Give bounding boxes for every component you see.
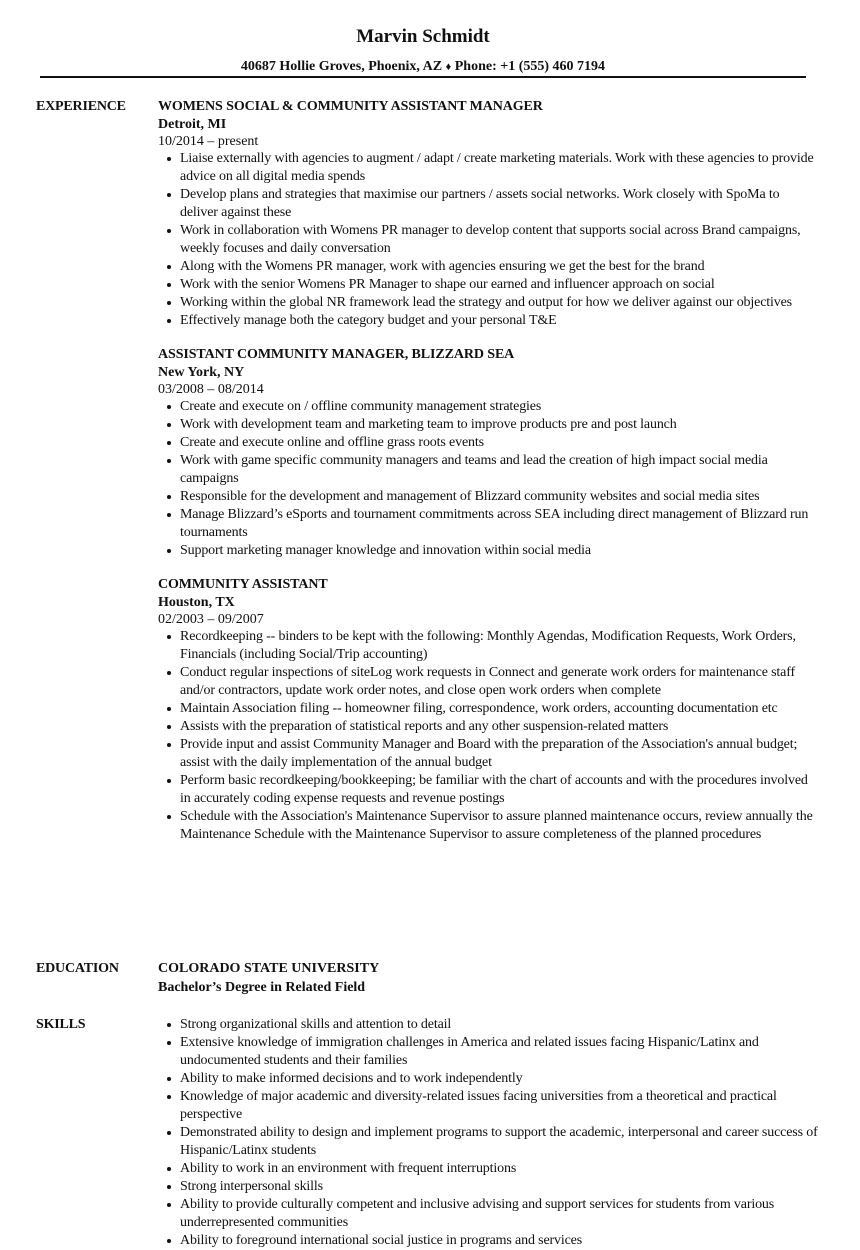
bullet-text: Effectively manage both the category budget and your personal T&E [180, 313, 557, 328]
skills-list [158, 1016, 818, 1250]
list-item [158, 258, 818, 276]
list-item [158, 772, 818, 808]
bullet-text: Create and execute on / offline community management strategies [180, 399, 542, 414]
job-title: WOMENS SOCIAL & COMMUNITY ASSISTANT MANAGER [158, 99, 543, 114]
bullet-icon [167, 779, 171, 783]
bullet-icon [167, 265, 171, 269]
bullet-text: Knowledge of major academic and diversity-related issues facing universities from a theoretical and practical perspective [180, 1089, 777, 1122]
bullet-icon [167, 725, 171, 729]
bullet-text: Responsible for the development and management of Blizzard community websites and social media sites [180, 489, 760, 504]
bullet-icon [167, 635, 171, 639]
bullet-icon [167, 405, 171, 409]
list-item [158, 506, 818, 542]
bullet-icon [167, 495, 171, 499]
bullet-text: Ability to foreground international social justice in programs and services [180, 1233, 583, 1248]
list-item [158, 1160, 818, 1178]
bullet-icon [167, 301, 171, 305]
education-degree: Bachelor’s Degree in Related Field [158, 980, 366, 995]
job-location: Houston, TX [158, 595, 235, 610]
bullet-icon [167, 157, 171, 161]
list-item [158, 1070, 818, 1088]
address: 40687 Hollie Groves, Phoenix, AZ [240, 59, 443, 74]
bullet-text: Strong organizational skills and attention to detail [180, 1017, 452, 1032]
bullet-text: Assists with the preparation of statistical reports and any other suspension-related matters [180, 719, 669, 734]
bullet-text: Perform basic recordkeeping/bookkeeping; be familiar with the chart of accounts and with the procedures involved in accurately coding expense requests and revenue postings [180, 773, 808, 806]
bullet-text: Along with the Womens PR manager, work with agencies ensuring we get the best for the brand [180, 259, 705, 274]
header-divider [40, 76, 806, 78]
bullet-text: Create and execute online and offline grass roots events [180, 435, 484, 450]
list-item [158, 150, 818, 186]
job-entry [158, 576, 818, 844]
list-item [158, 398, 818, 416]
bullet-text: Work with the senior Womens PR Manager to shape our earned and influencer approach on social [180, 277, 715, 292]
bullet-icon [167, 319, 171, 323]
bullet-icon [167, 1095, 171, 1099]
bullet-icon [167, 1185, 171, 1189]
job-dates: 02/2003 – 09/2007 [158, 612, 264, 627]
job-dates: 03/2008 – 08/2014 [158, 382, 264, 397]
list-item [158, 628, 818, 664]
bullet-icon [167, 1131, 171, 1135]
bullet-text: Conduct regular inspections of siteLog work requests in Connect and generate work orders for maintenance staff and/or contractors, update work order notes, and close open work orders when complete [180, 665, 795, 698]
diamond-separator-icon: ♦ [445, 61, 452, 73]
bullet-icon [167, 459, 171, 463]
bullet-text: Working within the global NR framework lead the strategy and output for how we deliver against our objectives [180, 295, 792, 310]
bullet-icon [167, 707, 171, 711]
bullet-text: Work with development team and marketing team to improve products pre and post launch [180, 417, 677, 432]
bullet-icon [167, 549, 171, 553]
list-item [158, 542, 818, 560]
bullet-icon [167, 1041, 171, 1045]
job-title: ASSISTANT COMMUNITY MANAGER, BLIZZARD SEA [158, 347, 515, 362]
job-bullets [158, 150, 818, 330]
education-body [158, 960, 818, 998]
bullet-text: Ability to work in an environment with frequent interruptions [180, 1161, 517, 1176]
job-location: Detroit, MI [158, 117, 227, 132]
job-entry [158, 346, 818, 560]
bullet-icon [167, 229, 171, 233]
bullet-text: Liaise externally with agencies to augment / adapt / create marketing materials. Work with these agencies to provide advice on all digital media spends [180, 151, 814, 184]
bullet-text: Extensive knowledge of immigration challenges in America and related issues facing Hispanic/Latinx and undocumented students and their families [180, 1035, 759, 1068]
section-label-experience: EXPERIENCE [36, 99, 126, 114]
bullet-text: Work in collaboration with Womens PR manager to develop content that supports social across Brand campaigns, weekly focuses and daily conversation [180, 223, 801, 256]
bullet-icon [167, 1077, 171, 1081]
bullet-icon [167, 423, 171, 427]
bullet-text: Provide input and assist Community Manager and Board with the preparation of the Association's annual budget; assist with the daily implementation of the annual budget [180, 737, 798, 770]
list-item [158, 1232, 818, 1250]
bullet-icon [167, 283, 171, 287]
list-item [158, 1178, 818, 1196]
job-title: COMMUNITY ASSISTANT [158, 577, 328, 592]
bullet-icon [167, 193, 171, 197]
bullet-icon [167, 1023, 171, 1027]
list-item [158, 222, 818, 258]
job-entry [158, 98, 818, 330]
bullet-icon [167, 1203, 171, 1207]
list-item [158, 186, 818, 222]
bullet-text: Ability to provide culturally competent and inclusive advising and support services for students from various underrepresented communities [180, 1197, 775, 1230]
list-item [158, 1016, 818, 1034]
phone: Phone: +1 (555) 460 7194 [454, 59, 606, 74]
contact-line [0, 58, 846, 76]
bullet-icon [167, 441, 171, 445]
bullet-icon [167, 1167, 171, 1171]
job-bullets [158, 628, 818, 844]
bullet-text: Recordkeeping -- binders to be kept with the following: Monthly Agendas, Modification Requests, Work Orders, Financials (including Social/Trip accounting) [180, 629, 796, 662]
bullet-text: Support marketing manager knowledge and innovation within social media [180, 543, 591, 558]
bullet-icon [167, 815, 171, 819]
education-school: COLORADO STATE UNIVERSITY [158, 961, 380, 976]
list-item [158, 1124, 818, 1160]
list-item [158, 294, 818, 312]
bullet-icon [167, 513, 171, 517]
list-item [158, 416, 818, 434]
bullet-text: Maintain Association filing -- homeowner filing, correspondence, work orders, accounting documentation etc [180, 701, 778, 716]
list-item [158, 312, 818, 330]
skills-body [158, 1016, 818, 1250]
job-dates: 10/2014 – present [158, 134, 259, 149]
list-item [158, 808, 818, 844]
bullet-text: Manage Blizzard’s eSports and tournament commitments across SEA including direct management of Blizzard run tournaments [180, 507, 809, 540]
section-label-education: EDUCATION [36, 961, 119, 976]
list-item [158, 1088, 818, 1124]
list-item [158, 276, 818, 294]
list-item [158, 1196, 818, 1232]
bullet-icon [167, 671, 171, 675]
bullet-text: Strong interpersonal skills [180, 1179, 323, 1194]
job-bullets [158, 398, 818, 560]
list-item [158, 1034, 818, 1070]
experience-list [158, 98, 818, 860]
section-label-skills: SKILLS [36, 1017, 86, 1032]
bullet-icon [167, 743, 171, 747]
list-item [158, 664, 818, 700]
job-location: New York, NY [158, 365, 245, 380]
list-item [158, 718, 818, 736]
list-item [158, 434, 818, 452]
list-item [158, 488, 818, 506]
bullet-text: Work with game specific community managers and teams and lead the creation of high impact social media campaigns [180, 453, 768, 486]
list-item [158, 700, 818, 718]
bullet-text: Demonstrated ability to design and implement programs to support the academic, interpersonal and career success of Hispanic/Latinx students [180, 1125, 818, 1158]
candidate-name: Marvin Schmidt [356, 26, 490, 47]
list-item [158, 452, 818, 488]
bullet-text: Schedule with the Association's Maintenance Supervisor to assure planned maintenance occurs, review annually the Maintenance Schedule with the Maintenance Supervisor to assure completeness of the planned procedures [180, 809, 813, 842]
list-item [158, 736, 818, 772]
bullet-text: Ability to make informed decisions and to work independently [180, 1071, 523, 1086]
bullet-text: Develop plans and strategies that maximise our partners / assets social networks. Work closely with SpoMa to deliver against these [180, 187, 780, 220]
